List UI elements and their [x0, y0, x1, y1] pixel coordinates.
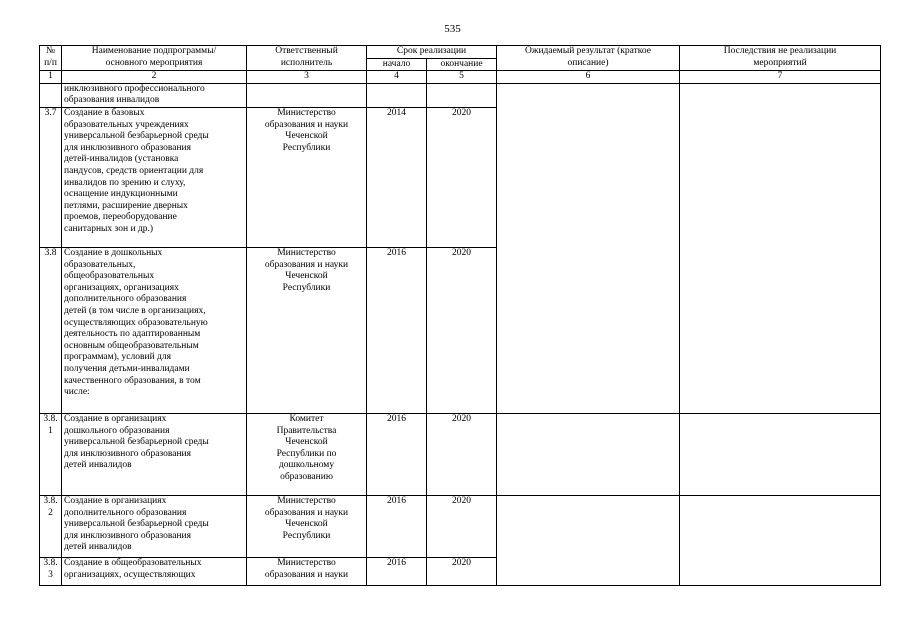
row-executor: Министерство образования и науки: [247, 557, 367, 585]
column-number: 2: [62, 71, 247, 84]
row-name: инклюзивного профессионального образования инвалидов: [62, 83, 247, 107]
header-end: окончание: [427, 58, 497, 71]
column-number: 7: [680, 71, 881, 84]
row-end: 2020: [427, 247, 497, 413]
row-result: [497, 495, 680, 585]
row-name: Создание в базовых образовательных учреждениях универсальной безбарьерной среды для инклюзивного образования детей-инвалидов (установка пандусов, средств ориентации для инвалидов по зрению и слуху, оснащение индукционными петлями, расширение дверных проемов, переоборудование санитарных зон и др.): [62, 107, 247, 247]
row-number: 3.8. 3: [40, 557, 62, 585]
row-executor: Министерство образования и науки Чеченской Республики: [247, 247, 367, 413]
header-number: № п/п: [40, 46, 62, 71]
row-start: 2016: [367, 247, 427, 413]
header-executor: Ответственный исполнитель: [247, 46, 367, 71]
table-row: [40, 495, 881, 557]
row-number: [40, 83, 62, 107]
header-row-1: [40, 46, 881, 59]
page-number: 535: [444, 23, 461, 35]
program-table: [39, 45, 881, 586]
row-executor: Министерство образования и науки Чеченской Республики: [247, 107, 367, 247]
column-number: 1: [40, 71, 62, 84]
row-name: Создание в общеобразовательных организациях, осуществляющих: [62, 557, 247, 585]
row-executor: [247, 83, 367, 107]
header-consequences: Последствия не реализации мероприятий: [680, 46, 881, 71]
header-result: Ожидаемый результат (краткое описание): [497, 46, 680, 71]
row-consequences: [680, 413, 881, 495]
row-start: 2014: [367, 107, 427, 247]
row-result: [497, 83, 680, 413]
row-consequences: [680, 83, 881, 413]
table-row: [40, 83, 881, 107]
row-name: Создание в организациях дополнительного образования универсальной безбарьерной среды для инклюзивного образования детей инвалидов: [62, 495, 247, 557]
row-end: [427, 83, 497, 107]
header-start: начало: [367, 58, 427, 71]
row-start: 2016: [367, 413, 427, 495]
row-number: 3.7: [40, 107, 62, 247]
row-end: 2020: [427, 557, 497, 585]
header-name: Наименование подпрограммы/ основного мероприятия: [62, 46, 247, 71]
row-result: [497, 413, 680, 495]
row-number: 3.8. 2: [40, 495, 62, 557]
column-number: 3: [247, 71, 367, 84]
row-executor: Комитет Правительства Чеченской Республики по дошкольному образованию: [247, 413, 367, 495]
row-name: Создание в дошкольных образовательных, общеобразовательных организациях, организациях дополнительного образования детей (в том числе в организациях, осуществляющих образовательную деятельность по адаптированным основным общеобразовательным программам), условий для получения детьми-инвалидами качественного образования, в том числе:: [62, 247, 247, 413]
row-number: 3.8: [40, 247, 62, 413]
row-start: [367, 83, 427, 107]
column-number: 4: [367, 71, 427, 84]
row-start: 2016: [367, 495, 427, 557]
row-name: Создание в организациях дошкольного образования универсальной безбарьерной среды для инклюзивного образования детей инвалидов: [62, 413, 247, 495]
column-number: 5: [427, 71, 497, 84]
table-row: [40, 413, 881, 495]
row-end: 2020: [427, 107, 497, 247]
row-start: 2016: [367, 557, 427, 585]
row-end: 2020: [427, 495, 497, 557]
header-period: Срок реализации: [367, 46, 497, 59]
row-consequences: [680, 495, 881, 585]
row-end: 2020: [427, 413, 497, 495]
row-number: 3.8. 1: [40, 413, 62, 495]
row-executor: Министерство образования и науки Чеченской Республики: [247, 495, 367, 557]
column-numbers-row: [40, 71, 881, 84]
column-number: 6: [497, 71, 680, 84]
